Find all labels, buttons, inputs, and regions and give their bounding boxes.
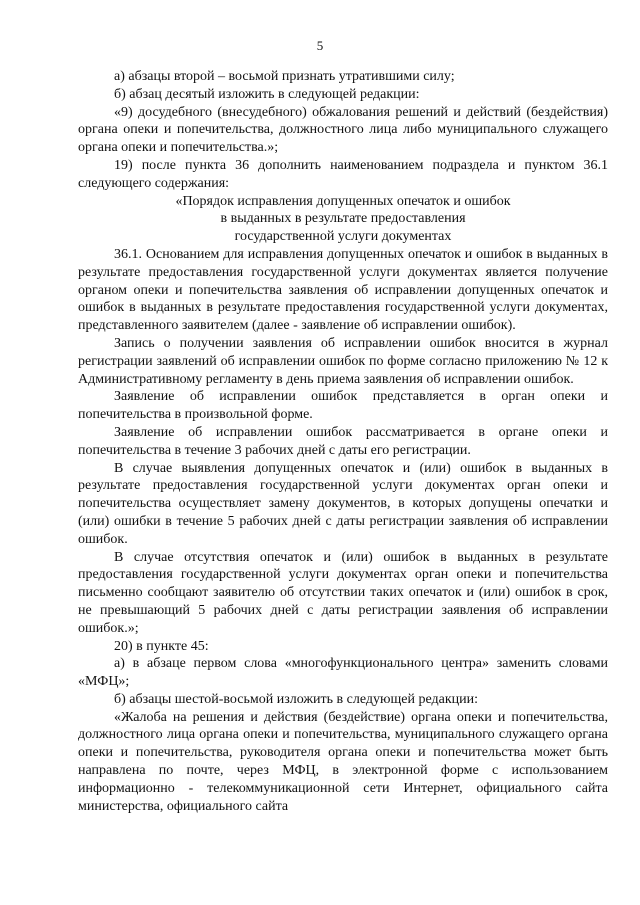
paragraph: а) абзацы второй – восьмой признать утратившими силу;	[114, 69, 455, 84]
paragraph: а) в абзаце первом слова «многофункционального центра» заменить словами «МФЦ»;	[78, 656, 608, 690]
paragraph: В случае выявления допущенных опечаток и (или) ошибок в выданных в результате предоставления государственной услуги документах орган опеки и попечительства осуществляет замену документов, в которых допущены опечатки и (или) ошибки в течение 5 рабочих дней с даты регистрации заявления об исправлении ошибок.	[78, 460, 608, 547]
paragraph: б) абзацы шестой-восьмой изложить в следующей редакции:	[114, 691, 478, 707]
paragraph: 19) после пункта 36 дополнить наименованием подраздела и пунктом 36.1 следующего содержания:	[78, 157, 608, 191]
subsection-heading-line: «Порядок исправления допущенных опечаток и ошибок	[175, 193, 511, 209]
paragraph: «9) досудебного (внесудебного) обжалования решений и действий (бездействия) органа опеки и попечительства, должностного лица либо муниципального служащего органа опеки и попечительства.»;	[78, 104, 608, 156]
paragraph: Запись о получении заявления об исправлении ошибок вносится в журнал регистрации заявлений об исправлении ошибок по форме согласно приложению № 12 к Административному регламенту в день приема заявления об исправлении ошибок.	[78, 335, 608, 387]
subsection-heading-line: в выданных в результате предоставления	[220, 211, 466, 227]
paragraph: 20) в пункте 45:	[114, 638, 209, 654]
paragraph: б) абзац десятый изложить в следующей редакции:	[114, 86, 420, 102]
paragraph: «Жалоба на решения и действия (бездействие) органа опеки и попечительства, должностного лица органа опеки и попечительства, муниципального служащего органа опеки и попечительства, руководителя органа опеки и попечительства может быть направлена по почте, через МФЦ, в электронной форме с использованием информационно - телекоммуникационной сети Интернет, официального сайта министерства, официального сайта	[78, 709, 608, 814]
document-body	[78, 68, 608, 815]
paragraph: 36.1. Основанием для исправления допущенных опечаток и ошибок в выданных в результате предоставления государственной услуги документах является получение органом опеки и попечительства заявления об исправлении допущенных опечаток и ошибок в выданных в результате предоставления государственной услуги документах, представленного заявителем (далее - заявление об исправлении ошибок).	[78, 246, 608, 334]
paragraph: В случае отсутствия опечаток и (или) ошибок в выданных в результате предоставления государственной услуги документах орган опеки и попечительства письменно сообщают заявителю об отсутствии таких опечаток и (или) ошибок в срок, не превышающий 5 рабочих дней с даты регистрации заявления об исправлении ошибок.»;	[78, 549, 608, 636]
page-number: 5	[316, 38, 324, 53]
subsection-heading-line: государственной услуги документах	[234, 229, 452, 245]
paragraph: Заявление об исправлении ошибок рассматривается в органе опеки и попечительства в течение 3 рабочих дней с даты его регистрации.	[78, 424, 608, 458]
paragraph: Заявление об исправлении ошибок представляется в орган опеки и попечительства в произвольной форме.	[78, 389, 608, 423]
